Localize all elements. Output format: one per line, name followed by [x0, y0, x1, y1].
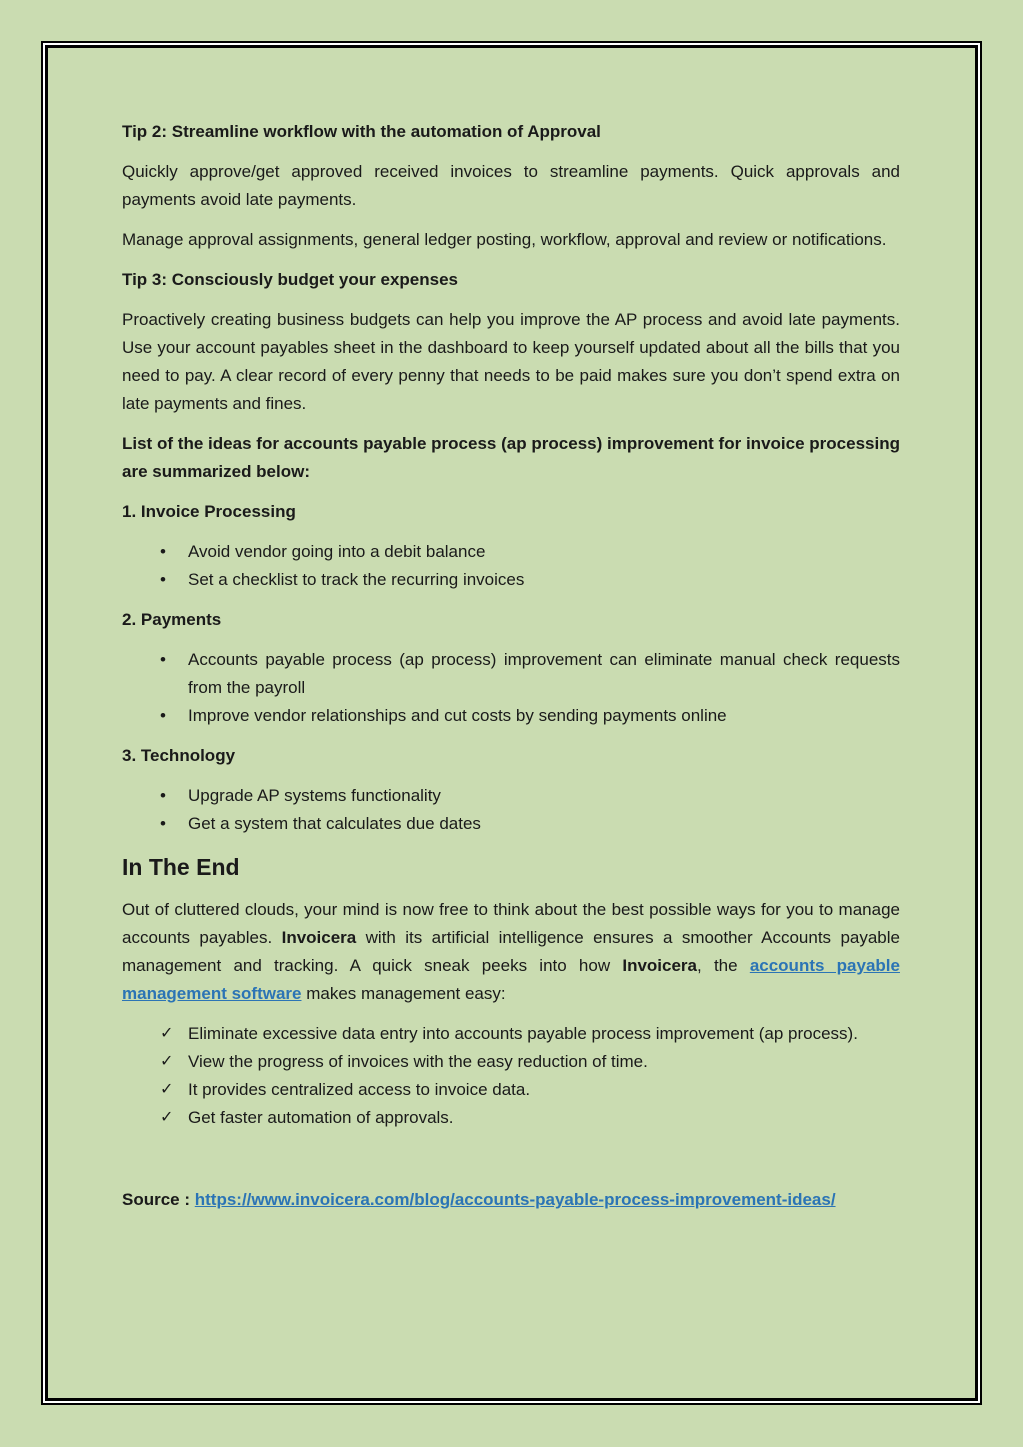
in-the-end-heading: In The End [122, 854, 240, 880]
list-item-text: Upgrade AP systems functionality [188, 786, 441, 805]
checkmark-icon: ✓ [160, 1053, 174, 1070]
check-item-text: Eliminate excessive data entry into accounts payable process improvement (ap process). [188, 1024, 858, 1043]
list-item-text: Get a system that calculates due dates [188, 814, 481, 833]
check-list-item [122, 1020, 900, 1048]
tip3-paragraph: Proactively creating business budgets can help you improve the AP process and avoid late payments. Use your account payables sheet in the dashboard to keep yourself updated about all the bills that you need to pay. A clear record of every penny that needs to be paid makes sure you don’t spend extra on late payments and fines. [122, 310, 900, 413]
technology-bullet-list [122, 782, 900, 838]
list-item [122, 566, 900, 594]
check-item-text: It provides centralized access to invoice data. [188, 1080, 531, 1099]
conclusion-text-4: makes management easy: [301, 984, 506, 1003]
invoicera-bold-1: Invoicera [281, 928, 357, 947]
bullet-icon: • [160, 786, 166, 805]
tip2-heading: Tip 2: Streamline workflow with the automation of Approval [122, 122, 601, 141]
page-border-frame [41, 41, 982, 1405]
list-item-text: Avoid vendor going into a debit balance [188, 542, 486, 561]
source-url-link[interactable]: https://www.invoicera.com/blog/accounts-payable-process-improvement-ideas/ [194, 1190, 836, 1209]
page-inner-border [45, 45, 978, 1401]
list-item [122, 782, 900, 810]
check-item-text: Get faster automation of approvals. [188, 1108, 454, 1127]
invoicera-bold-2: Invoicera [622, 956, 697, 975]
tip2-paragraph-1: Quickly approve/get approved received invoices to streamline payments. Quick approvals and payments avoid late payments. [122, 162, 900, 209]
list-item [122, 646, 900, 702]
checkmark-icon: ✓ [160, 1109, 174, 1126]
list-intro-heading: List of the ideas for accounts payable process (ap process) improvement for invoice processing are summarized below: [122, 434, 900, 481]
source-label: Source : [122, 1190, 195, 1209]
bullet-icon: • [160, 706, 166, 725]
accounts-payable-software-link[interactable]: accounts payable management software [122, 956, 900, 1003]
conclusion-text-2: with its artificial intelligence ensures a smoother Accounts payable management and tracking. A quick sneak peeks into how [122, 928, 900, 975]
benefits-check-list [122, 1020, 900, 1132]
tip2-paragraph-2: Manage approval assignments, general ledger posting, workflow, approval and review or notifications. [122, 230, 887, 249]
tip3-heading: Tip 3: Consciously budget your expenses [122, 270, 458, 289]
check-list-item [122, 1048, 900, 1076]
check-list-item [122, 1076, 900, 1104]
bullet-icon: • [160, 542, 166, 561]
check-list-item [122, 1104, 900, 1132]
section-heading-payments: 2. Payments [122, 610, 222, 629]
conclusion-text-1: Out of cluttered clouds, your mind is now free to think about the best possible ways for you to manage accounts payables. [122, 900, 900, 947]
checkmark-icon: ✓ [160, 1081, 174, 1098]
bullet-icon: • [160, 570, 166, 589]
list-item [122, 702, 900, 730]
list-item-text: Improve vendor relationships and cut costs by sending payments online [188, 706, 727, 725]
payments-bullet-list [122, 646, 900, 730]
bullet-icon: • [160, 814, 166, 833]
section-heading-technology: 3. Technology [122, 746, 236, 765]
conclusion-text-3: , the [697, 956, 750, 975]
list-item [122, 538, 900, 566]
list-item-text: Accounts payable process (ap process) improvement can eliminate manual check requests from the payroll [188, 650, 900, 697]
document-content [122, 118, 900, 1214]
conclusion-paragraph [122, 896, 900, 1008]
checkmark-icon: ✓ [160, 1025, 174, 1042]
section-heading-invoice-processing: 1. Invoice Processing [122, 502, 296, 521]
source-line [122, 1186, 900, 1214]
list-item-text: Set a checklist to track the recurring invoices [188, 570, 525, 589]
check-item-text: View the progress of invoices with the easy reduction of time. [188, 1052, 648, 1071]
list-item [122, 810, 900, 838]
invoice-processing-bullet-list [122, 538, 900, 594]
bullet-icon: • [160, 650, 166, 669]
